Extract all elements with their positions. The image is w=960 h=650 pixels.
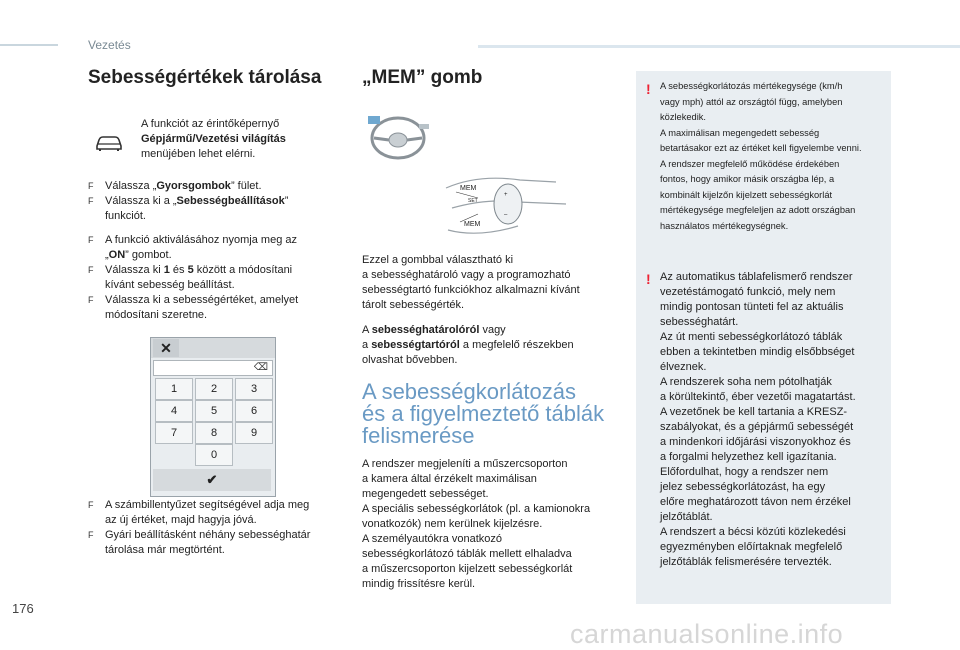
list-item bbox=[88, 528, 338, 558]
intro-text bbox=[141, 117, 331, 162]
number: 5 bbox=[187, 264, 194, 276]
text-line: a kamera által érzékelt maximálisan bbox=[362, 473, 537, 485]
cross-reference bbox=[362, 323, 622, 368]
text-line: betartásakor ezt az értéket kell figyelembe venni. bbox=[660, 143, 862, 153]
text-line: élveznek. bbox=[660, 361, 707, 373]
text-line: A speciális sebességkorlátok (pl. a kamionokra bbox=[362, 503, 591, 515]
notes-panel bbox=[636, 71, 891, 604]
heading-line: és a figyelmeztető táblák bbox=[362, 401, 605, 426]
text-line: a műszercsoporton kijelzett sebességkorlát bbox=[362, 563, 573, 575]
text-line: a forgalmi helyzethez kell igazítania. bbox=[660, 451, 837, 463]
warning-icon: ! bbox=[646, 81, 651, 97]
warning-icon: ! bbox=[646, 271, 651, 287]
text: ” fület. bbox=[230, 180, 262, 192]
key-1: 1 bbox=[155, 378, 193, 400]
list-item bbox=[88, 194, 338, 224]
steps-group-b bbox=[88, 233, 338, 323]
text: A bbox=[362, 324, 372, 336]
text-line: sebességkorlátozó táblák mellett elhaladva bbox=[362, 548, 572, 560]
mem-label: MEM bbox=[464, 221, 481, 228]
text-line: kombinált kijelzőn kijelzett sebességkorlát bbox=[660, 189, 833, 200]
text-line: Az automatikus táblafelismerő rendszer bbox=[660, 271, 853, 283]
running-header: Vezetés bbox=[88, 38, 131, 52]
bullet-marker: F bbox=[88, 500, 94, 510]
heading-line: felismerése bbox=[362, 423, 475, 448]
text: Válassza ki a sebességértéket, amelyet bbox=[105, 294, 299, 306]
numeric-keypad-illustration bbox=[150, 337, 276, 497]
bullet-marker: F bbox=[88, 295, 94, 305]
text: „ bbox=[105, 249, 109, 261]
text-line: közlekedik. bbox=[660, 112, 706, 122]
text: kívánt sebesség beállítást. bbox=[105, 279, 235, 291]
text-line: előre meghatározott távon nem érzékel bbox=[660, 496, 851, 508]
key-8: 8 bbox=[195, 422, 233, 444]
bullet-marker: F bbox=[88, 196, 94, 206]
key-7: 7 bbox=[155, 422, 193, 444]
intro-line: menüjében lehet elérni. bbox=[141, 148, 256, 160]
keypad-display bbox=[153, 360, 273, 376]
text-line: Az út menti sebességkorlátozó táblák bbox=[660, 331, 843, 343]
text-line: a sebességhatároló vagy a programozható bbox=[362, 269, 571, 281]
list-item bbox=[88, 263, 338, 293]
text-line: mindig frissítésre kerül. bbox=[362, 578, 476, 590]
text-line: jelez sebességkorlátozást, ha egy bbox=[660, 481, 826, 493]
car-icon bbox=[94, 134, 124, 152]
key-6: 6 bbox=[235, 400, 273, 422]
mem-label: MEM bbox=[460, 185, 477, 192]
text-line: A sebességkorlátozás mértékegysége (km/h bbox=[660, 81, 843, 91]
text-line: Ezzel a gombbal választható ki bbox=[362, 254, 514, 266]
text: az új értéket, majd hagyja jóvá. bbox=[105, 514, 257, 526]
key-2: 2 bbox=[195, 378, 233, 400]
text-line: A rendszerek soha nem pótolhatják bbox=[660, 376, 832, 388]
watermark: carmanualsonline.info bbox=[570, 619, 844, 649]
text-line: tárolt sebességérték. bbox=[362, 299, 465, 311]
text-line: A rendszer megfelelő működése érdekében bbox=[660, 158, 840, 169]
close-icon: ✕ bbox=[153, 339, 179, 357]
text-line: ebben a tekintetben mindig elsőbbséget bbox=[660, 346, 855, 358]
text: A funkció aktiválásához nyomja meg az bbox=[105, 234, 297, 246]
text-line: sebességhatárt. bbox=[660, 316, 739, 328]
text-line: vezetéstámogató funkció, mely nem bbox=[660, 286, 836, 298]
text: a bbox=[362, 339, 372, 351]
text-line: vagy mph) attól az országtól függ, amelyben bbox=[660, 96, 843, 107]
text-line: használatos mértékegységnek. bbox=[660, 220, 789, 231]
text-line: sebességtartó funkciókhoz alkalmazni kívánt bbox=[362, 284, 580, 296]
cruise-control-lever-illustration bbox=[438, 168, 572, 246]
text-line: egyezményben előírtaknak megfelelő bbox=[660, 541, 843, 553]
key-0: 0 bbox=[195, 444, 233, 466]
text: a megfelelő részekben bbox=[459, 339, 574, 351]
subsection-heading bbox=[362, 381, 604, 447]
text-line: A maximálisan megengedett sebesség bbox=[660, 127, 820, 138]
steering-wheel-illustration bbox=[362, 110, 438, 162]
backspace-icon: ⌫ bbox=[253, 362, 268, 373]
text-line: olvashat bővebben. bbox=[362, 354, 458, 366]
text: ” gombot. bbox=[125, 249, 172, 261]
text-line: Előfordulhat, hogy a rendszer nem bbox=[660, 466, 829, 478]
cruise-control-ref: sebességtartóról bbox=[371, 339, 460, 351]
text-line: A rendszert a bécsi közúti közlekedési bbox=[660, 526, 846, 538]
text: és bbox=[169, 264, 188, 276]
text-line: megengedett sebességet. bbox=[362, 488, 489, 500]
text-line: szabályokat, és a gépjármű sebességét bbox=[660, 421, 854, 433]
text-line: A személyautókra vonatkozó bbox=[362, 533, 503, 545]
steps-group-a bbox=[88, 179, 338, 224]
text-line: a mindenkori időjárási viszonyokhoz és bbox=[660, 436, 851, 448]
text-line: mértékegysége megfeleljen az adott országban bbox=[660, 205, 856, 215]
text: Válassza ki bbox=[105, 264, 164, 276]
text-line: A rendszer megjeleníti a műszercsoporton bbox=[362, 458, 568, 470]
key-3: 3 bbox=[235, 378, 273, 400]
on-label: ON bbox=[108, 249, 126, 261]
text-line: A vezetőnek be kell tartania a KRESZ- bbox=[660, 406, 848, 418]
text-line: jelzőtáblák felismerésére tervezték. bbox=[660, 556, 832, 568]
keypad-toolbar bbox=[151, 338, 275, 358]
sign-recognition-description bbox=[362, 457, 627, 592]
text-line: fontos, hogy amikor másik országba lép, a bbox=[660, 174, 835, 184]
bullet-marker: F bbox=[88, 181, 94, 191]
steps-group-c bbox=[88, 498, 338, 558]
list-item bbox=[88, 233, 338, 263]
mem-description bbox=[362, 253, 622, 313]
text-line: jelzőtáblát. bbox=[660, 511, 713, 523]
menu-path: Gépjármű/Vezetési világítás bbox=[141, 133, 286, 145]
key-9: 9 bbox=[235, 422, 273, 444]
header-rule-left bbox=[0, 44, 58, 46]
plus-label: + bbox=[504, 192, 508, 198]
speed-limiter-ref: sebességhatárolóról bbox=[371, 324, 480, 336]
text-line: vonatkozók) nem kerülnek kijelzésre. bbox=[362, 518, 543, 530]
text: funkciót. bbox=[105, 210, 146, 222]
list-item bbox=[88, 293, 338, 323]
section-title-mem-button: „MEM” gomb bbox=[362, 67, 483, 88]
heading-line: A sebességkorlátozás bbox=[362, 379, 577, 404]
system-limitation-note bbox=[660, 270, 890, 570]
bullet-marker: F bbox=[88, 530, 94, 540]
key-4: 4 bbox=[155, 400, 193, 422]
number: 1 bbox=[163, 264, 170, 276]
text: között a módosítani bbox=[193, 264, 293, 276]
text: módosítani szeretne. bbox=[105, 309, 208, 321]
text-line: mindig pontosan tünteti fel az aktuális bbox=[660, 301, 844, 313]
bullet-marker: F bbox=[88, 235, 94, 245]
header-rule-right bbox=[478, 45, 960, 48]
unit-note bbox=[660, 79, 890, 234]
section-title-speed-memory: Sebességértékek tárolása bbox=[88, 67, 322, 88]
intro-line: A funkciót az érintőképernyő bbox=[141, 118, 280, 130]
text: Gyári beállításként néhány sebességhatár bbox=[105, 529, 311, 541]
list-item bbox=[88, 498, 338, 528]
text: tárolása már megtörtént. bbox=[105, 544, 225, 556]
function-name: Sebességbeállítások bbox=[176, 195, 285, 207]
set-label: SET bbox=[468, 198, 478, 204]
text: ” bbox=[284, 195, 289, 207]
page-number: 176 bbox=[12, 601, 34, 616]
key-5: 5 bbox=[195, 400, 233, 422]
text: Válassza ki a „ bbox=[105, 195, 177, 207]
text: vagy bbox=[479, 324, 506, 336]
tab-name: Gyorsgombok bbox=[156, 180, 231, 192]
list-item bbox=[88, 179, 338, 194]
text: A számbillentyűzet segítségével adja meg bbox=[105, 499, 310, 511]
text-line: a körültekintő, éber vezetői magatartást. bbox=[660, 391, 856, 403]
confirm-checkmark-icon: ✔ bbox=[153, 469, 271, 491]
bullet-marker: F bbox=[88, 265, 94, 275]
text: Válassza „ bbox=[105, 180, 157, 192]
minus-label: – bbox=[504, 212, 508, 218]
